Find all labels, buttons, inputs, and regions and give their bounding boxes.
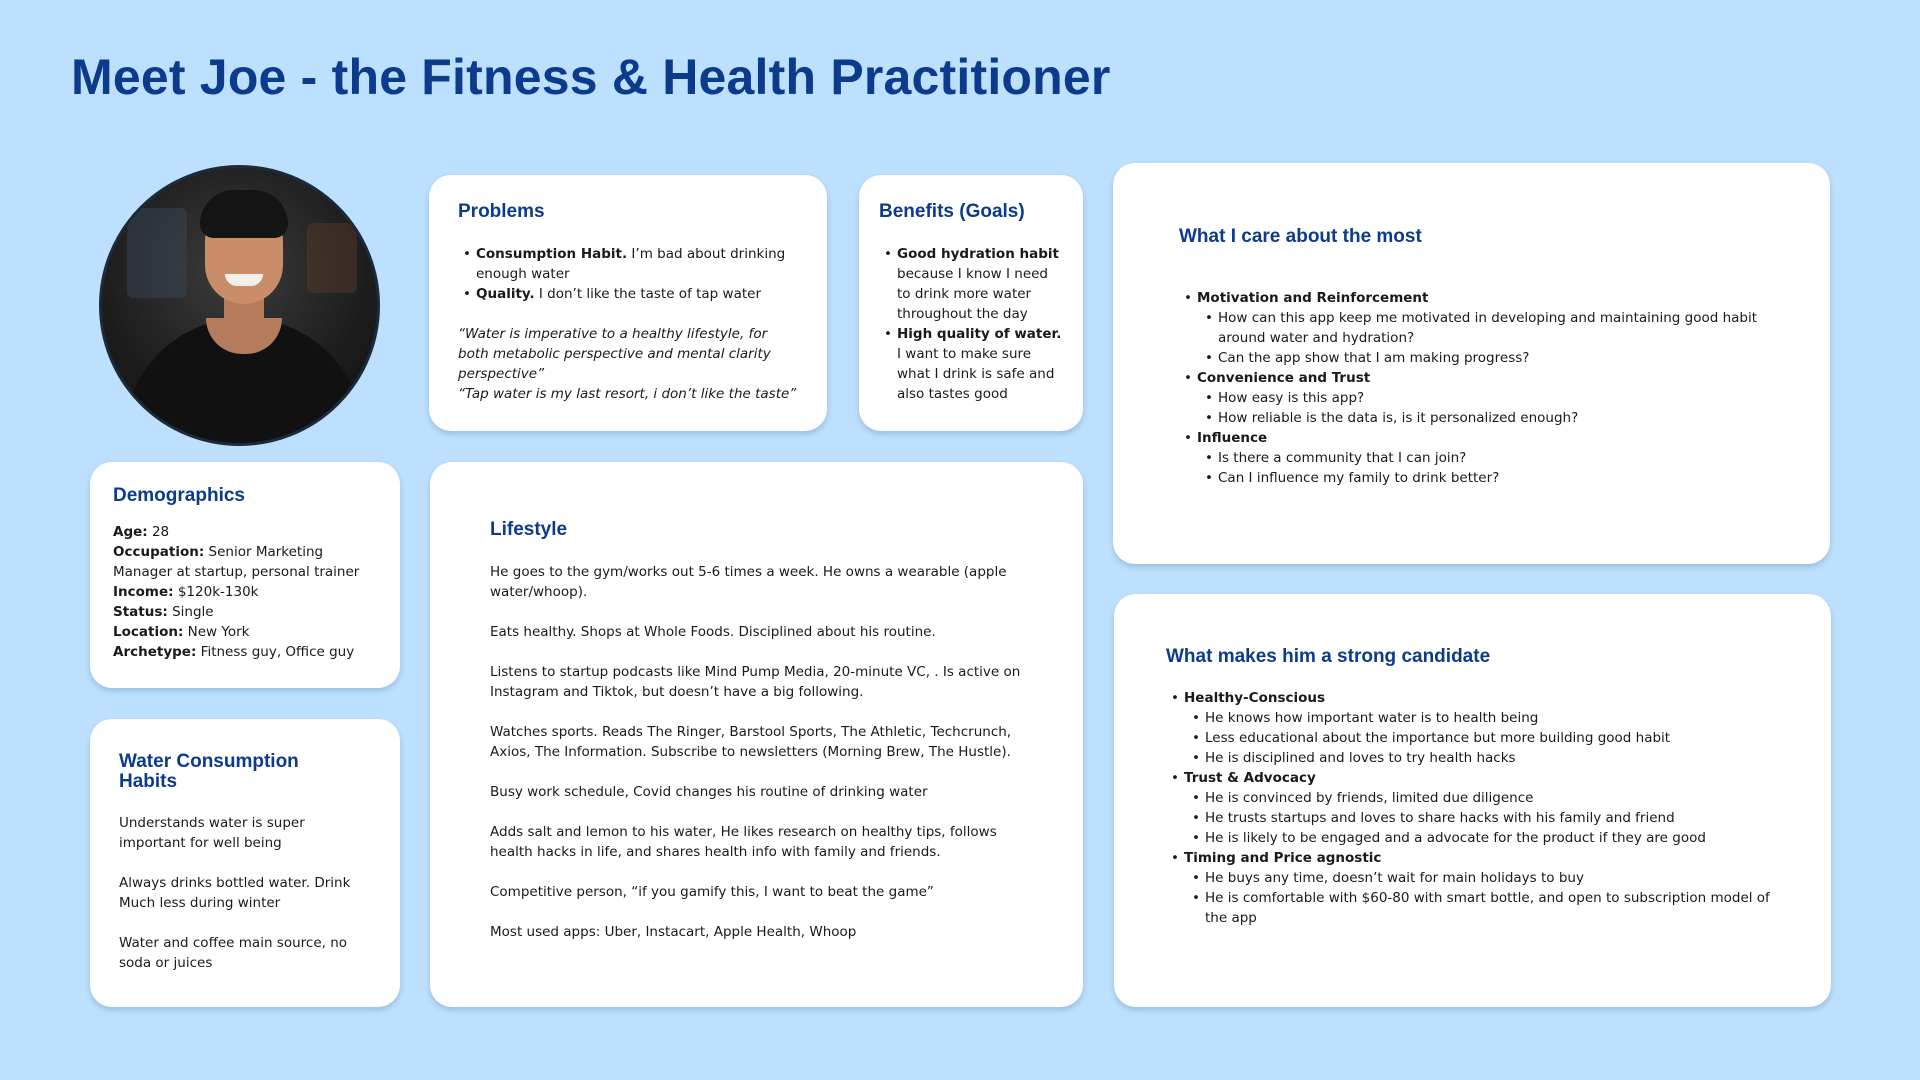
care-most-group: • Convenience and Trust • How easy is this app? • How reliable is the data is, is it personalized enough? xyxy=(1179,368,1790,428)
demographics-card xyxy=(90,462,400,688)
care-most-item: • How can this app keep me motivated in developing and maintaining good habit around water and hydration? xyxy=(1197,308,1790,348)
strong-candidate-group: • Trust & Advocacy • He is convinced by friends, limited due diligence • He trusts startups and loves to share hacks with his family and friend • He is likely to be engaged and a advocate for the product if they are good xyxy=(1166,768,1791,848)
strong-candidate-card xyxy=(1114,594,1831,1007)
problems-quote: “Water is imperative to a healthy lifestyle, for both metabolic perspective and mental clarity perspective” xyxy=(458,326,771,382)
strong-candidate-item: • He knows how important water is to health being xyxy=(1184,708,1791,728)
lifestyle-paragraph: Most used apps: Uber, Instacart, Apple Health, Whoop xyxy=(490,924,857,940)
benefits-card xyxy=(859,175,1083,431)
demographics-item: Status: Single xyxy=(113,604,214,620)
care-most-group: • Influence • Is there a community that I can join? • Can I influence my family to drink better? xyxy=(1179,428,1790,488)
care-most-item: • How easy is this app? xyxy=(1197,388,1790,408)
lifestyle-paragraph: Adds salt and lemon to his water, He likes research on healthy tips, follows health hacks in life, and shares health info with family and friends. xyxy=(490,824,997,860)
care-most-item: • How reliable is the data is, is it personalized enough? xyxy=(1197,408,1790,428)
strong-candidate-item: • He is disciplined and loves to try health hacks xyxy=(1184,748,1791,768)
benefits-item: • High quality of water. I want to make sure what I drink is safe and also tastes good xyxy=(879,324,1063,404)
demographics-item: Occupation: Senior Marketing Manager at startup, personal trainer xyxy=(113,544,360,580)
lifestyle-heading: Lifestyle xyxy=(490,519,568,540)
demographics-item: Archetype: Fitness guy, Office guy xyxy=(113,644,355,660)
lifestyle-paragraph: Busy work schedule, Covid changes his routine of drinking water xyxy=(490,784,928,800)
water-habits-paragraph: Always drinks bottled water. Drink Much less during winter xyxy=(119,875,351,911)
benefits-item: • Good hydration habit because I know I need to drink more water throughout the day xyxy=(879,244,1063,324)
problems-item: • Consumption Habit. I’m bad about drinking enough water xyxy=(458,244,801,284)
water-habits-heading: Water Consumption Habits xyxy=(119,751,299,792)
strong-candidate-group: • Healthy-Conscious • He knows how important water is to health being • Less educational about the importance but more building good habit • He is disciplined and loves to try health hacks xyxy=(1166,688,1791,768)
strong-candidate-item: • He is likely to be engaged and a advocate for the product if they are good xyxy=(1184,828,1791,848)
care-most-group: • Motivation and Reinforcement • How can this app keep me motivated in developing and maintaining good habit around water and hydration? • Can the app show that I am making progress? xyxy=(1179,288,1790,368)
care-most-item: • Is there a community that I can join? xyxy=(1197,448,1790,468)
problems-item: • Quality. I don’t like the taste of tap water xyxy=(458,284,801,304)
water-habits-paragraph: Understands water is super important for well being xyxy=(119,815,305,851)
benefits-heading: Benefits (Goals) xyxy=(879,201,1025,222)
lifestyle-paragraph: Watches sports. Reads The Ringer, Barstool Sports, The Athletic, Techcrunch, Axios, The Information. Subscribe to newsletters (Morning Brew, The Hustle). xyxy=(490,724,1012,760)
strong-candidate-group: • Timing and Price agnostic • He buys any time, doesn’t wait for main holidays to buy • He is comfortable with $60-80 with smart bottle, and open to subscription model of the app xyxy=(1166,848,1791,928)
demographics-list xyxy=(113,522,378,662)
strong-candidate-item: • He is comfortable with $60-80 with smart bottle, and open to subscription model of the app xyxy=(1184,888,1791,928)
problems-heading: Problems xyxy=(458,201,545,222)
lifestyle-card xyxy=(430,462,1083,1007)
care-most-card xyxy=(1113,163,1830,564)
avatar xyxy=(99,165,380,446)
lifestyle-paragraph: He goes to the gym/works out 5-6 times a week. He owns a wearable (apple water/whoop). xyxy=(490,564,1007,600)
demographics-heading: Demographics xyxy=(113,485,245,506)
strong-candidate-item: • He is convinced by friends, limited due diligence xyxy=(1184,788,1791,808)
care-most-heading: What I care about the most xyxy=(1179,226,1422,247)
problems-quote: “Tap water is my last resort, i don’t like the taste” xyxy=(458,386,797,402)
problems-card xyxy=(429,175,827,431)
demographics-item: Age: 28 xyxy=(113,524,170,540)
strong-candidate-heading: What makes him a strong candidate xyxy=(1166,646,1491,667)
lifestyle-paragraph: Eats healthy. Shops at Whole Foods. Disciplined about his routine. xyxy=(490,624,936,640)
lifestyle-paragraph: Competitive person, “if you gamify this, I want to beat the game” xyxy=(490,884,934,900)
water-habits-paragraph: Water and coffee main source, no soda or juices xyxy=(119,935,348,971)
care-most-item: • Can I influence my family to drink better? xyxy=(1197,468,1790,488)
demographics-item: Income: $120k-130k xyxy=(113,584,259,600)
care-most-item: • Can the app show that I am making progress? xyxy=(1197,348,1790,368)
lifestyle-paragraph: Listens to startup podcasts like Mind Pump Media, 20-minute VC, . Is active on Instagram and Tiktok, but doesn’t have a big following. xyxy=(490,664,1021,700)
page-title: Meet Joe - the Fitness & Health Practitioner xyxy=(71,49,1111,105)
demographics-item: Location: New York xyxy=(113,624,250,640)
strong-candidate-item: • He trusts startups and loves to share hacks with his family and friend xyxy=(1184,808,1791,828)
strong-candidate-item: • He buys any time, doesn’t wait for main holidays to buy xyxy=(1184,868,1791,888)
strong-candidate-item: • Less educational about the importance but more building good habit xyxy=(1184,728,1791,748)
water-habits-card xyxy=(90,719,400,1007)
